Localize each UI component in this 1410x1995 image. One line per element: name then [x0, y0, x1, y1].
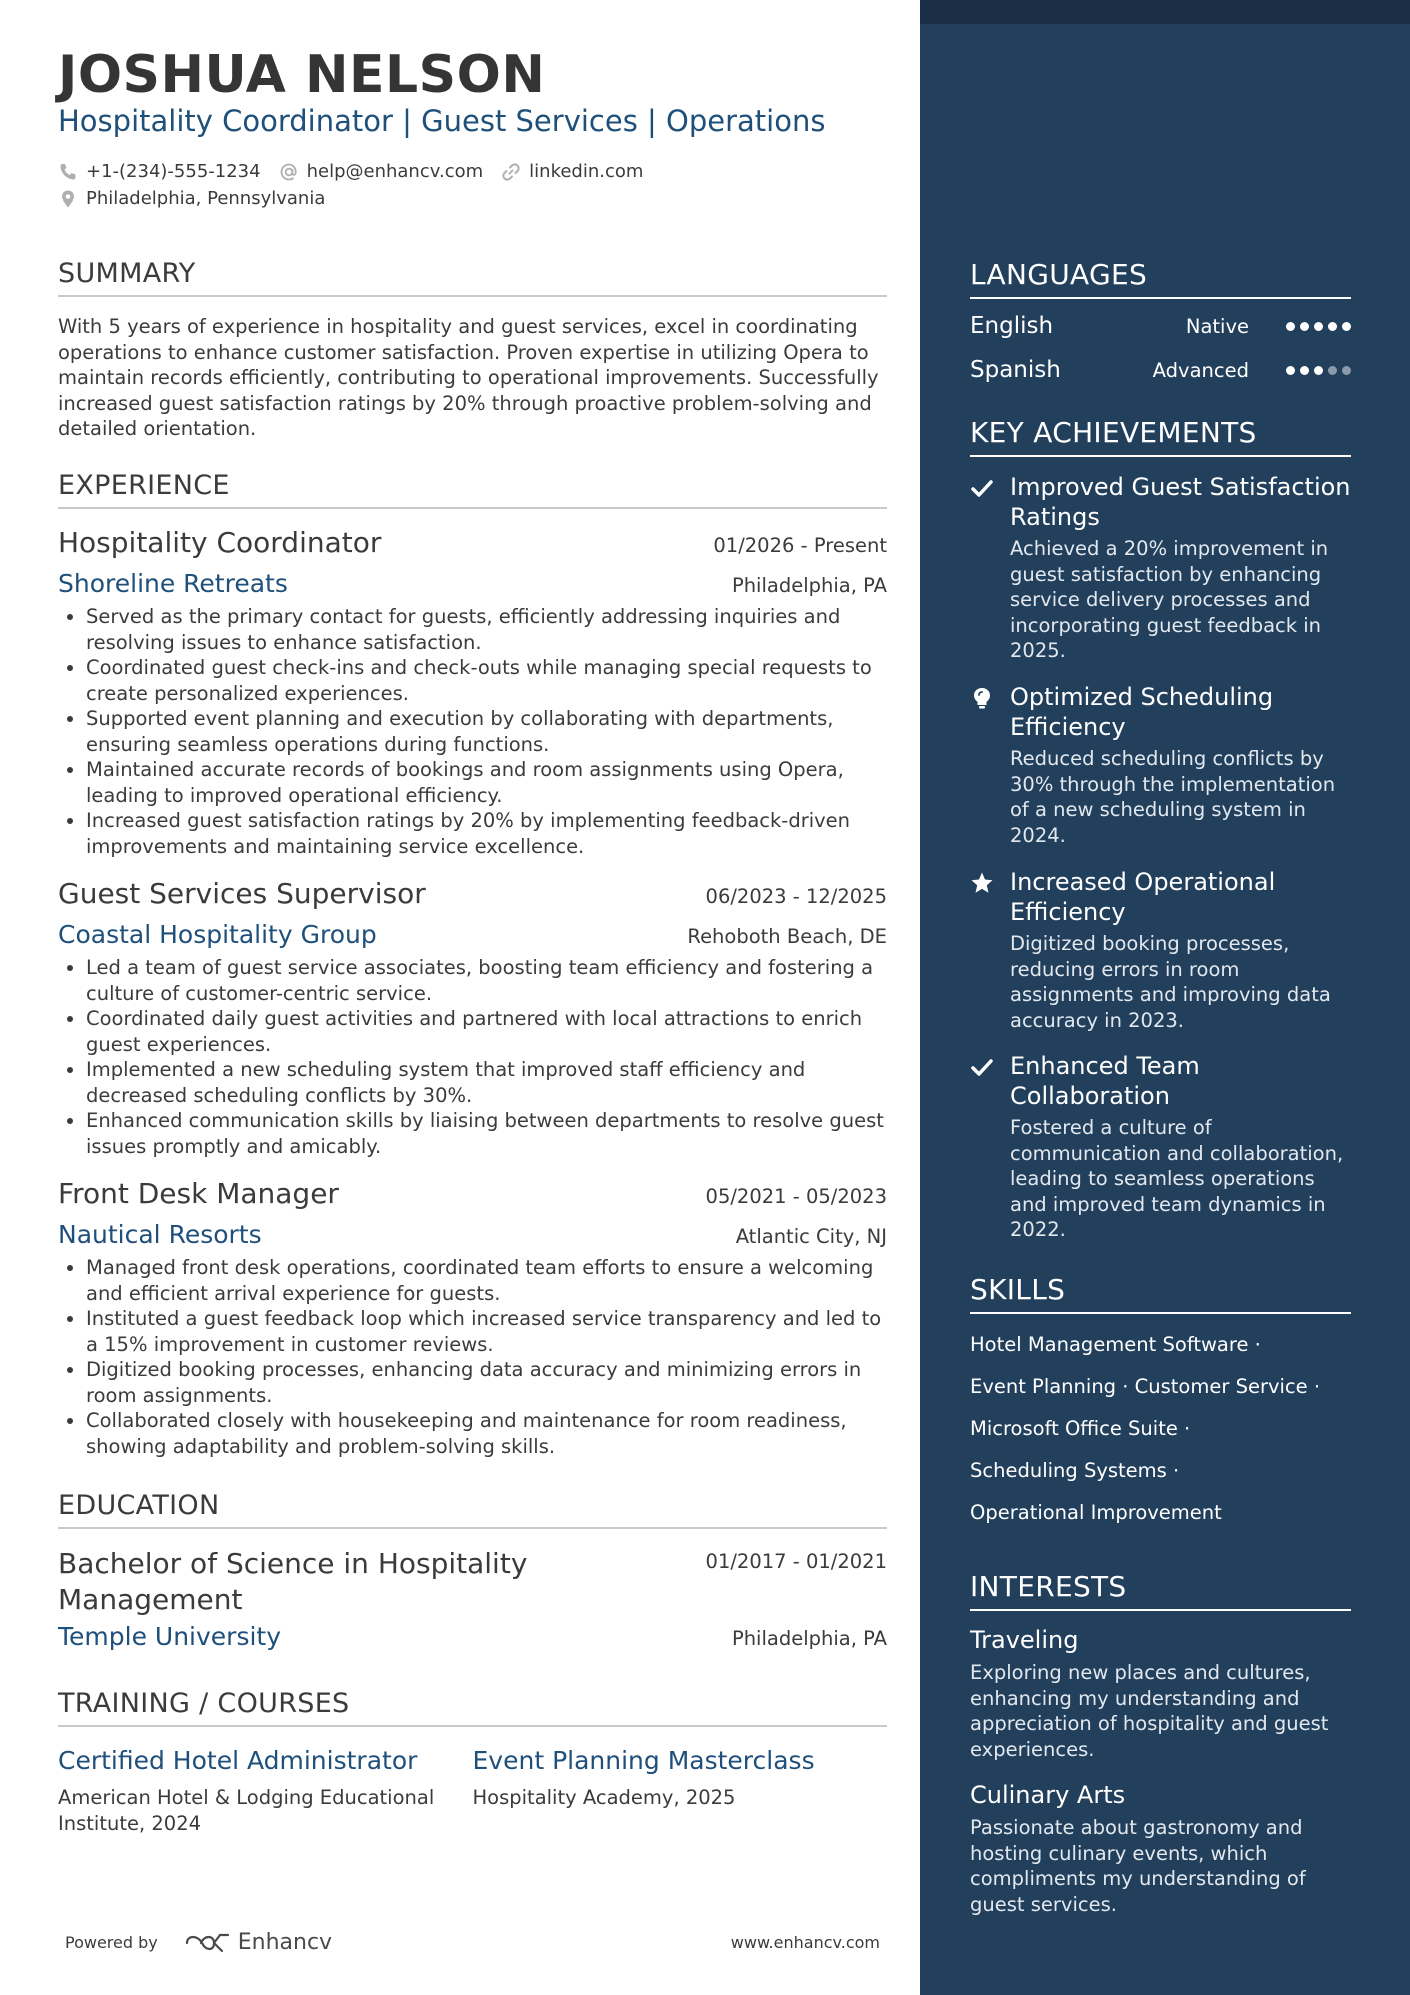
achievement-title: Increased Operational Efficiency: [1010, 868, 1276, 926]
company-name: Nautical Resorts: [58, 1220, 262, 1249]
achievements-heading: KEY ACHIEVEMENTS: [970, 416, 1351, 457]
checkmark-icon: [970, 476, 994, 500]
powered-by-label: Powered by: [65, 1933, 158, 1952]
achievement-item: [970, 1051, 1351, 1243]
filled-dot: [1314, 366, 1323, 375]
footer: [58, 1930, 887, 1955]
email-contact[interactable]: [279, 161, 484, 182]
school-location: Philadelphia, PA: [731, 1627, 887, 1650]
job-entry: [58, 526, 887, 859]
brand-name: Enhancv: [237, 1930, 333, 1955]
job-dates: 06/2023 - 12/2025: [705, 885, 887, 908]
course-provider: American Hotel & Lodging Educational Institute, 2024: [58, 1786, 435, 1835]
education-heading: EDUCATION: [58, 1490, 887, 1529]
sidebar: [920, 0, 1410, 1995]
skills-heading: SKILLS: [970, 1273, 1351, 1314]
bullet-item: • Instituted a guest feedback loop which increased service transparency and led to a 15% improvement in customer reviews.: [86, 1306, 887, 1357]
linkedin-url: linkedin.com: [529, 161, 644, 182]
achievement-title: Optimized Scheduling Efficiency: [1010, 683, 1274, 741]
language-item: [970, 357, 1351, 383]
bullet-item: • Led a team of guest service associates, boosting team efficiency and fostering a culture of customer-centric service.: [86, 955, 887, 1006]
achievement-desc: Reduced scheduling conflicts by 30% through the implementation of a new scheduling system in 2024.: [1010, 747, 1336, 847]
filled-dot: [1314, 322, 1323, 331]
job-title: Guest Services Supervisor: [58, 877, 426, 910]
skill-item: Event Planning · Customer Service ·: [970, 1375, 1321, 1398]
achievement-title: Improved Guest Satisfaction Ratings: [1010, 473, 1351, 531]
courses-list: [58, 1746, 887, 1836]
languages-heading: LANGUAGES: [970, 258, 1351, 299]
job-location: Philadelphia, PA: [731, 574, 887, 597]
course-item: [58, 1746, 473, 1836]
language-name: English: [970, 313, 1054, 339]
filled-dot: [1300, 322, 1309, 331]
filled-dot: [1286, 322, 1295, 331]
sidebar-top-strip: [920, 0, 1410, 24]
email-address: help@enhancv.com: [306, 161, 484, 182]
job-bullets: [58, 1255, 887, 1459]
language-level: Advanced: [1152, 358, 1249, 382]
achievement-desc: Fostered a culture of communication and collaboration, leading to seamless operations and improved team dynamics in 2022.: [1010, 1116, 1344, 1241]
empty-dot: [1328, 366, 1337, 375]
job-dates: 01/2026 - Present: [713, 534, 887, 557]
skill-item: Hotel Management Software ·: [970, 1333, 1261, 1356]
degree: Bachelor of Science in Hospitality Management: [58, 1547, 528, 1616]
bullet-item: • Collaborated closely with housekeeping and maintenance for room readiness, showing adaptability and problem-solving skills.: [86, 1408, 887, 1459]
bullet-item: • Coordinated daily guest activities and partnered with local attractions to enrich guest experiences.: [86, 1006, 887, 1057]
phone-icon: [58, 162, 78, 182]
education-entry: [58, 1546, 887, 1651]
company-name: Shoreline Retreats: [58, 569, 288, 598]
skill-item: Scheduling Systems ·: [970, 1459, 1180, 1482]
location-text: Philadelphia, Pennsylvania: [86, 188, 326, 209]
job-location: Rehoboth Beach, DE: [687, 925, 887, 948]
bullet-item: • Digitized booking processes, enhancing data accuracy and minimizing errors in room assignments.: [86, 1357, 887, 1408]
filled-dot: [1342, 322, 1351, 331]
bullet-item: • Served as the primary contact for guests, efficiently addressing inquiries and resolving issues to enhance satisfaction.: [86, 604, 887, 655]
course-item: [473, 1746, 888, 1836]
bullet-item: • Maintained accurate records of bookings and room assignments using Opera, leading to improved operational efficiency.: [86, 757, 887, 808]
phone-number: +1-(234)-555-1234: [86, 161, 261, 182]
course-provider: Hospitality Academy, 2025: [472, 1786, 736, 1809]
bullet-item: • Enhanced communication skills by liaising between departments to resolve guest issues promptly and amicably.: [86, 1108, 887, 1159]
interest-item: [970, 1781, 1351, 1917]
interest-title: Traveling: [970, 1626, 1079, 1654]
job-bullets: [58, 604, 887, 859]
skills-list: [970, 1324, 1351, 1534]
checkmark-icon: [970, 1055, 994, 1079]
job-dates: 05/2021 - 05/2023: [705, 1185, 887, 1208]
location-pin-icon: [58, 189, 78, 209]
linkedin-contact[interactable]: [501, 161, 643, 182]
language-name: Spanish: [970, 357, 1061, 383]
job-title: Front Desk Manager: [58, 1177, 339, 1210]
job-entry: [58, 1177, 887, 1459]
job-bullets: [58, 955, 887, 1159]
company-name: Coastal Hospitality Group: [58, 920, 377, 949]
interests-heading: INTERESTS: [970, 1570, 1351, 1611]
bullet-item: • Supported event planning and execution by collaborating with departments, ensuring seamless operations during functions.: [86, 706, 887, 757]
enhancv-logo-icon: [184, 1931, 230, 1955]
interest-desc: Exploring new places and cultures, enhancing my understanding and appreciation of hospitality and guest experiences.: [970, 1661, 1329, 1761]
bullet-item: • Managed front desk operations, coordinated team efforts to ensure a welcoming and efficient arrival experience for guests.: [86, 1255, 887, 1306]
filled-dot: [1286, 366, 1295, 375]
link-icon: [501, 162, 521, 182]
candidate-name: JOSHUA NELSON: [58, 45, 546, 105]
bullet-item: • Coordinated guest check-ins and check-outs while managing special requests to create personalized experiences.: [86, 655, 887, 706]
achievement-desc: Achieved a 20% improvement in guest satisfaction by enhancing service delivery processes and incorporating guest feedback in 2025.: [1010, 537, 1329, 662]
language-item: [970, 313, 1351, 339]
enhancv-logo[interactable]: [184, 1930, 332, 1955]
empty-dot: [1342, 366, 1351, 375]
achievement-desc: Digitized booking processes, reducing errors in room assignments and improving data accuracy in 2023.: [1010, 932, 1331, 1032]
bullet-item: • Increased guest satisfaction ratings by 20% by implementing feedback-driven improvements and maintaining service excellence.: [86, 808, 887, 859]
skill-item: Microsoft Office Suite ·: [970, 1417, 1191, 1440]
job-title: Hospitality Coordinator: [58, 526, 382, 559]
training-heading: TRAINING / COURSES: [58, 1688, 887, 1727]
interest-title: Culinary Arts: [970, 1781, 1126, 1809]
star-icon: [970, 871, 994, 895]
footer-url[interactable]: www.enhancv.com: [730, 1933, 880, 1952]
job-entry: [58, 877, 887, 1159]
headline: Hospitality Coordinator | Guest Services | Operations: [58, 104, 826, 138]
interest-item: [970, 1626, 1351, 1762]
language-level: Native: [1185, 314, 1249, 338]
filled-dot: [1300, 366, 1309, 375]
course-title: Event Planning Masterclass: [472, 1746, 815, 1775]
achievement-item: [970, 472, 1351, 664]
bullet-item: • Implemented a new scheduling system that improved staff efficiency and decreased scheduling conflicts by 30%.: [86, 1057, 887, 1108]
filled-dot: [1328, 322, 1337, 331]
achievement-item: [970, 867, 1351, 1033]
job-location: Atlantic City, NJ: [735, 1225, 887, 1248]
at-icon: [279, 162, 299, 182]
summary-text: With 5 years of experience in hospitality and guest services, excel in coordinating operations to enhance customer satisfaction. Proven expertise in utilizing Opera to maintain records efficiently, contributing to operational improvements. Successfully increased guest satisfaction ratings by 20% through proactive problem-solving and detailed orientation.: [58, 315, 879, 440]
interest-desc: Passionate about gastronomy and hosting culinary events, which compliments my understanding of guest services.: [970, 1816, 1306, 1916]
phone-contact[interactable]: [58, 161, 261, 182]
education-dates: 01/2017 - 01/2021: [705, 1550, 887, 1573]
achievement-item: [970, 682, 1351, 848]
contact-info: [58, 158, 661, 212]
proficiency-dots: [1281, 366, 1351, 375]
achievement-title: Enhanced Team Collaboration: [1010, 1052, 1200, 1110]
lightbulb-icon: [970, 686, 994, 710]
location-contact: [58, 188, 325, 209]
course-title: Certified Hotel Administrator: [58, 1746, 418, 1775]
skill-item: Operational Improvement: [970, 1501, 1222, 1524]
school-name: Temple University: [58, 1622, 282, 1651]
summary-heading: SUMMARY: [58, 258, 887, 297]
proficiency-dots: [1281, 322, 1351, 331]
experience-heading: EXPERIENCE: [58, 470, 887, 509]
